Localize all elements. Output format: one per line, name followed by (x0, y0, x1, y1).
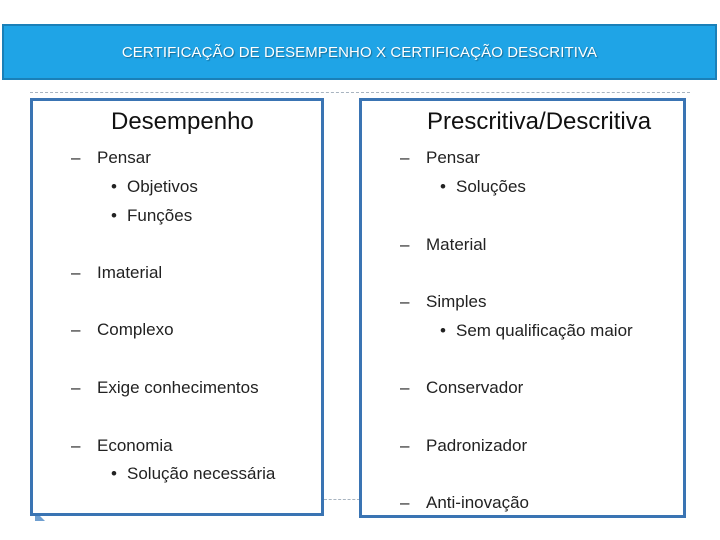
dash-icon: – (400, 436, 410, 455)
dash-icon: – (400, 292, 410, 311)
left-subitem-objetivos: • Objetivos (111, 177, 198, 196)
right-heading: Prescritiva/Descritiva (427, 108, 652, 135)
title-banner (2, 24, 717, 80)
left-item-exige: – Exige conhecimentos (71, 378, 259, 397)
left-item-complexo: – Complexo (71, 320, 174, 339)
dash-icon: – (400, 378, 410, 397)
right-item-padronizador: – Padronizador (400, 436, 528, 455)
left-heading: Desempenho (111, 108, 254, 135)
dash-icon: – (400, 235, 410, 254)
dash-icon: – (71, 148, 81, 167)
left-subitem-funcoes: • Funções (111, 206, 193, 225)
dash-icon: – (71, 436, 81, 455)
left-item-pensar: – Pensar (71, 148, 151, 167)
right-subitem-solucoes: • Soluções (440, 177, 526, 196)
left-panel (30, 98, 324, 516)
left-item-imaterial: – Imaterial (71, 263, 163, 282)
right-item-anti-inovacao: – Anti-inovação (400, 493, 530, 512)
right-panel (359, 98, 686, 518)
bullet-icon: • (111, 464, 117, 483)
bullet-icon: • (111, 177, 117, 196)
divider-bottom (324, 499, 360, 500)
dash-icon: – (400, 493, 410, 512)
dash-icon: – (71, 320, 81, 339)
right-item-conservador: – Conservador (400, 378, 524, 397)
bullet-icon: • (440, 321, 446, 340)
right-subitem-sem-qualificacao: • Sem qualificação maior (440, 321, 633, 340)
left-item-economia: – Economia (71, 436, 173, 455)
bullet-icon: • (111, 206, 117, 225)
right-item-simples: – Simples (400, 292, 487, 311)
dash-icon: – (71, 378, 81, 397)
bullet-icon: • (440, 177, 446, 196)
divider-top (30, 92, 690, 93)
dash-icon: – (400, 148, 410, 167)
dash-icon: – (71, 263, 81, 282)
right-item-pensar: – Pensar (400, 148, 480, 167)
right-item-material: – Material (400, 235, 487, 254)
slide-title: CERTIFICAÇÃO DE DESEMPENHO X CERTIFICAÇÃO DESCRITIVA (121, 43, 598, 61)
left-subitem-solucao: • Solução necessária (111, 464, 276, 483)
